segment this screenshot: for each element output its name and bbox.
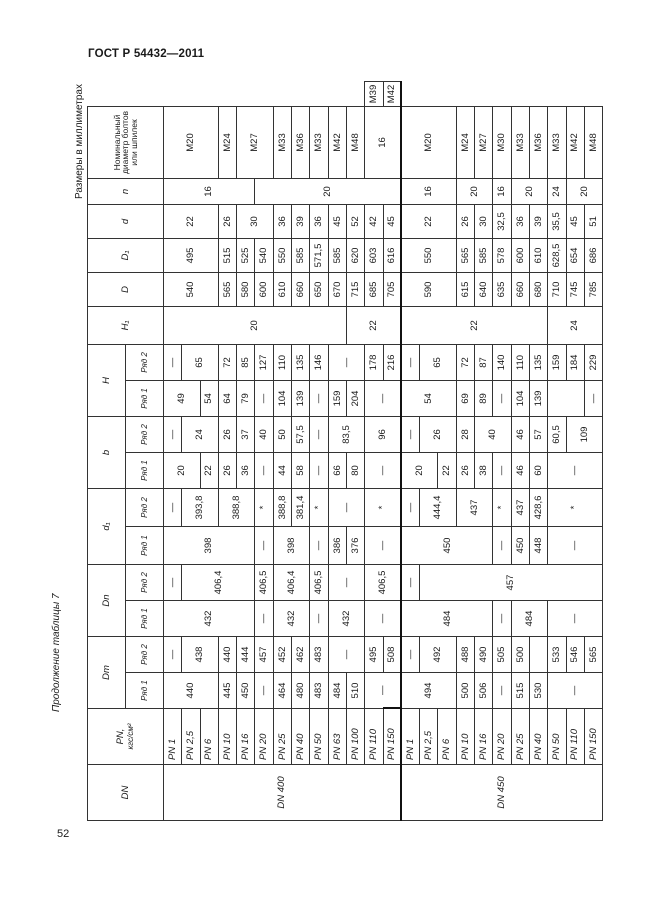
continuation-label: Продолжение таблицы 7 bbox=[51, 593, 62, 712]
col-dn-outer: Dn bbox=[88, 565, 126, 637]
table-row: PN 16 506 490 38 40 89 87 640 585 30 M27 bbox=[475, 82, 493, 821]
header-row-main bbox=[88, 82, 126, 821]
col-h1: H₁ bbox=[88, 306, 164, 344]
table-row: PN 110 546 109 184 745 654 45 20 M42 bbox=[566, 82, 584, 821]
table-row: PN 150 508 216 705 616 45 M42 bbox=[383, 82, 401, 821]
table-row: PN 6 22 bbox=[438, 82, 456, 821]
table-row: PN 100 510 376 80 204 22 715 620 52 M48 bbox=[346, 82, 364, 821]
table-row: DN 400 PN 1 440 — 432 — 398 — 20 — 49 — 20 540 495 22 16 M20 bbox=[164, 82, 182, 821]
col-h: H bbox=[88, 344, 126, 416]
table-row: PN 2,5 438 406,4 393,8 24 65 bbox=[182, 82, 200, 821]
col-d1-bore: d₁ bbox=[88, 489, 126, 565]
col-d: d bbox=[88, 204, 164, 238]
table-row: PN 50 483 483 — 406,5 — * — — — 146 650 571,5 36 M33 bbox=[310, 82, 328, 821]
table-row: PN 16 450 444 36 37 79 85 580 525 30 M27 bbox=[237, 82, 255, 821]
table-row: PN 110 — 495 — 406,5 — * — 96 — 178 685 603 42 16 M39 bbox=[365, 82, 383, 821]
col-dm: Dm bbox=[88, 637, 126, 709]
table-row: PN 6 22 54 bbox=[200, 82, 218, 821]
table-row: PN 25 464 452 432 406,4 398 388,8 44 50 104 110 610 550 36 M33 bbox=[273, 82, 291, 821]
table-row: PN 63 484 — 432 — 386 — 66 83,5 159 — 670 585 45 M42 bbox=[328, 82, 346, 821]
table-row: PN 50 — 533 — — * — 60,5 159 24 710 628,5 35,5 24 M33 bbox=[548, 82, 566, 821]
table-row: PN 40 530 448 428,6 60 57 139 135 680 610 39 M36 bbox=[529, 82, 547, 821]
table-row: PN 10 500 488 437 26 28 69 72 615 565 26 20 M24 bbox=[456, 82, 474, 821]
table-row: PN 2,5 492 457 444,4 26 65 bbox=[420, 82, 438, 821]
dn-400-label: DN 400 bbox=[164, 765, 402, 821]
col-D: D bbox=[88, 272, 164, 306]
rotated-table-container bbox=[87, 81, 599, 821]
page-number: 52 bbox=[57, 828, 70, 840]
table-row: DN 450 PN 1 494 — 484 — 450 — 20 — 54 — 22 590 550 22 16 M20 bbox=[401, 82, 419, 821]
col-bolt: Номинальный диаметр болтов или шпилек bbox=[88, 106, 164, 178]
table-row: PN 10 445 440 388,8 26 26 64 72 565 515 26 M24 bbox=[218, 82, 236, 821]
dn-450-label: DN 450 bbox=[401, 765, 602, 821]
col-dn: DN bbox=[88, 765, 164, 821]
table-row: PN 40 480 462 381,4 58 57,5 139 135 660 585 39 M36 bbox=[292, 82, 310, 821]
table-row: PN 150 565 — 229 785 686 51 M48 bbox=[584, 82, 602, 821]
document-header: ГОСТ Р 54432—2011 bbox=[88, 48, 205, 60]
col-pn: PN, кгс/см² bbox=[88, 709, 164, 765]
col-D1: D₁ bbox=[88, 238, 164, 272]
table-row: PN 25 515 500 484 450 437 46 46 104 110 660 600 36 20 M33 bbox=[511, 82, 529, 821]
table-row: PN 20 — 505 — — * — — 140 635 578 32,5 16 M30 bbox=[493, 82, 511, 821]
units-label: Размеры в миллиметрах bbox=[74, 84, 85, 199]
col-n: n bbox=[88, 178, 164, 204]
table-row: PN 20 — 457 — 406,5 — * — 40 — 127 600 540 20 bbox=[255, 82, 273, 821]
header-row-sub: Ряд 1 Ряд 2 Ряд 1 Ряд 2 Ряд 1 Ряд 2 Ряд 1 Ряд 2 Ряд 1 Ряд 2 bbox=[126, 82, 164, 821]
flange-dimensions-table bbox=[87, 81, 603, 821]
col-b: b bbox=[88, 416, 126, 488]
